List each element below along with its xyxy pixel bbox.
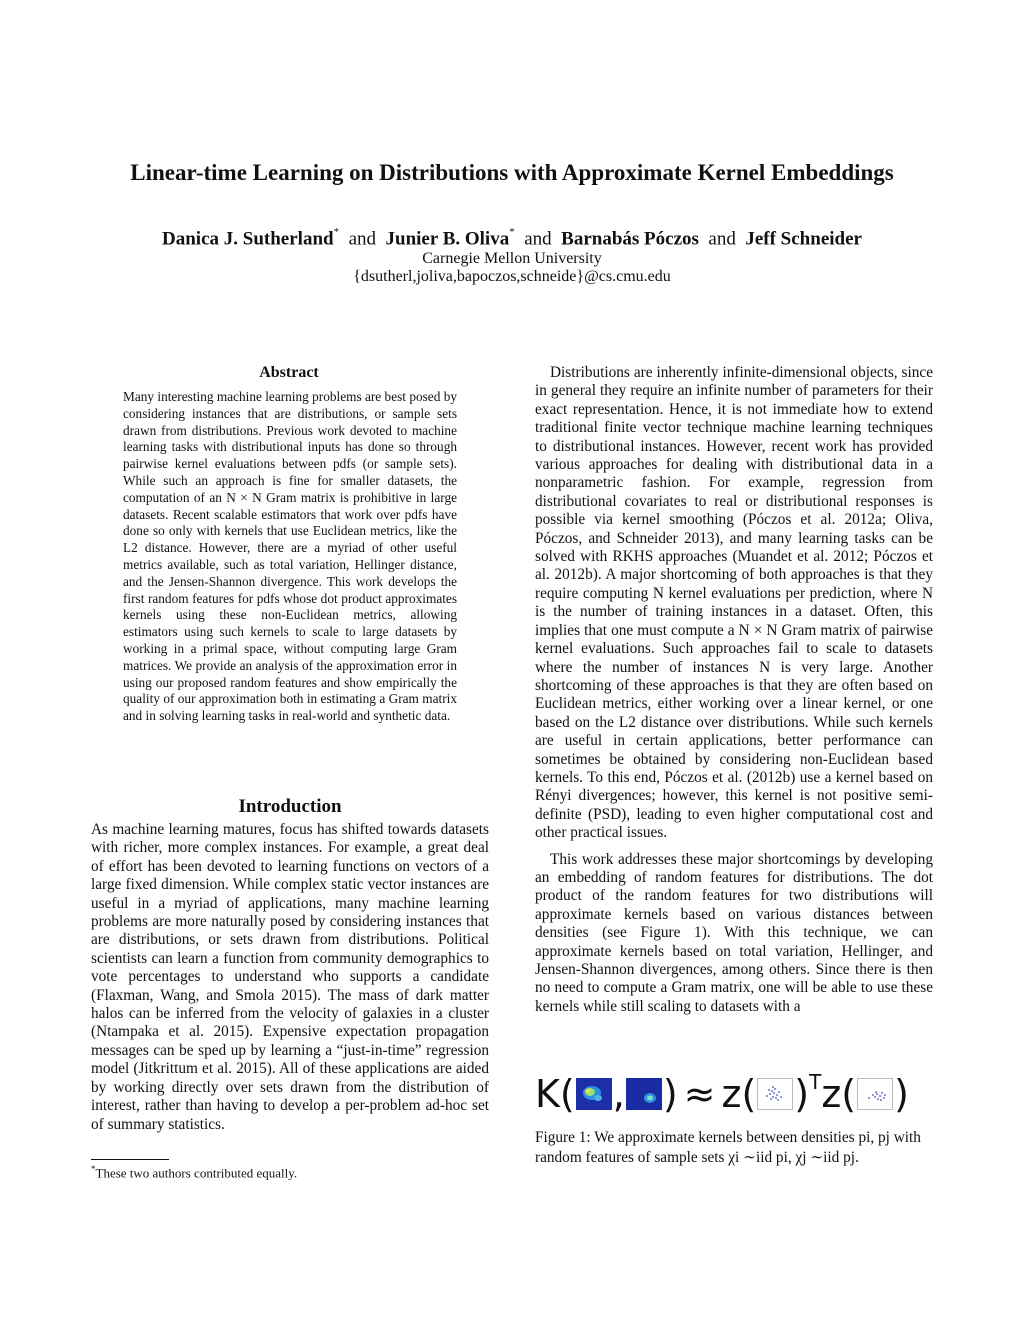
footnote bbox=[91, 1161, 489, 1181]
equal-contribution-mark: * bbox=[509, 226, 515, 238]
author-poczos: Barnabás Póczos bbox=[561, 228, 699, 250]
author-separator: and bbox=[348, 228, 377, 250]
footnote-divider bbox=[91, 1159, 169, 1160]
author-separator: and bbox=[524, 228, 552, 250]
author-separator: and bbox=[708, 228, 736, 250]
close-paren: ) bbox=[662, 1072, 678, 1116]
density-heatmap-thumbnail bbox=[576, 1078, 612, 1110]
transpose-mark: T bbox=[809, 1070, 822, 1094]
sample-scatter-thumbnail bbox=[757, 1078, 793, 1110]
author-schneider: Jeff Schneider bbox=[745, 228, 862, 250]
footnote-mark: * bbox=[91, 1164, 96, 1174]
author-line bbox=[0, 228, 1024, 250]
right-column bbox=[535, 364, 933, 1016]
kernel-approximation-formula bbox=[535, 1066, 933, 1122]
introduction-body: As machine learning matures, focus has shifted towards datasets with richer, more complex instances. For example, a great deal of effort has been devoted to learning functions on vectors of a large fixed dimension. While complex static vector instances are useful in a myriad of applications, many machine learning problems are more naturally posed by considering instances that are distributions, or sets drawn from distributions. Political scientists can learn a function from community demographics to vote percentages to understand who supports a candidate (Flaxman, Wang, and Smola 2015). The mass of dark matter halos can be inferred from the velocity of galaxies in a cluster (Ntampaka et al. 2015). Expensive expectation propagation messages can be sped up by learning a “just-in-time” regression model (Jitkrittum et al. 2015). All of these applications are aided by working directly over sets drawn from the distribution of interest, rather than having to develop a per-problem ad-hoc set of summary statistics. bbox=[91, 821, 489, 1133]
sample-scatter-thumbnail bbox=[857, 1078, 893, 1110]
author-oliva: Junier B. Oliva bbox=[385, 228, 510, 250]
density-heatmap-thumbnail bbox=[626, 1078, 662, 1110]
comma: , bbox=[612, 1072, 625, 1116]
author-sutherland: Danica J. Sutherland bbox=[162, 228, 334, 250]
footnote-text: These two authors contributed equally. bbox=[95, 1165, 298, 1181]
paragraph: This work addresses these major shortcomings by developing an embedding of random features for distributions. The dot product of the random features for two distributions will approximate kernels based on various distances between densities (see Figure 1). With this technique, we can approximate kernels based on total variation, Hellinger, and Jensen-Shannon divergences, among others. Since there is then no need to compute a Gram matrix, one will be able to use these kernels while still scaling to datasets with a bbox=[535, 850, 933, 1015]
paper-title: Linear-time Learning on Distributions with Approximate Kernel Embeddings bbox=[130, 160, 894, 185]
affiliation-block bbox=[0, 250, 1024, 286]
paragraph: Distributions are inherently infinite-dimensional objects, since in general they require an infinite number of parameters for their exact representation. Hence, it is not immediate how to extend traditional finite vector technique machine learning techniques to distributional instances. However, recent work has provided various approaches for dealing with distributional data in a nonparametric fashion. For example, regression from distributional covariates to real or distributional responses is possible via kernel smoothing (Póczos et al. 2012a; Oliva, Póczos, and Schneider 2013), and many learning tasks can be solved with RKHS approaches (Muandet et al. 2012; Póczos et al. 2012b). A major shortcoming of both approaches is that they require computing N kernel evaluations per prediction, where N is the number of training instances in a dataset. Often, this implies that one must compute a N × N Gram matrix of pairwise kernel evaluations. Such approaches fail to scale to datasets where the number of instances N is very large. Another shortcoming of these approaches is that they are often based on Euclidean metrics, either working over a linear kernel, or one based on the L2 distance over distributions. While such kernels are useful in certain applications, better performance can sometimes be obtained by considering non-Euclidean based kernels. To this end, Póczos et al. (2012b) use a kernel based on Rényi divergences; however, this kernel is not positive semi-definite (PSD), leading to even higher computational cost and other practical issues. bbox=[535, 364, 933, 842]
figure-1 bbox=[535, 1066, 933, 1130]
abstract-body: Many interesting machine learning problems are best posed by considering instances that are distributions, or sample sets drawn from distributions. Previous work devoted to machine learning tasks with distributional inputs has done so through pairwise kernel evaluations between pdfs (or sample sets). While such an approach is fine for smaller datasets, the computation of an N × N Gram matrix is prohibitive in large datasets. Recent scalable estimators that work over pdfs have done so only with kernels that use Euclidean metrics, like the L2 distance. However, there are a myriad of other useful metrics available, such as total variation, Hellinger distance, and the Jensen-Shannon divergence. This work develops the first random features for pdfs whose dot product approximates kernels using these non-Euclidean metrics, allowing estimators using such kernels to scale to large datasets by working in a primal space, without computing large Gram matrices. We provide an analysis of the approximation error in using our proposed random features and show empirically the quality of our approximation both in estimating a Gram matrix and in solving learning tasks in real-world and synthetic data. bbox=[123, 389, 457, 724]
abstract-heading: Abstract bbox=[259, 364, 319, 381]
figure-caption: Figure 1: We approximate kernels between densities pi, pj with random features of sample sets χi ∼iid pi, χj ∼iid pj. bbox=[535, 1129, 921, 1166]
kernel-symbol: K( bbox=[535, 1072, 575, 1116]
affiliation: Carnegie Mellon University bbox=[422, 250, 602, 267]
author-emails: {dsutherl,joliva,bapoczos,schneide}@cs.cmu.edu bbox=[353, 268, 671, 285]
approx-symbol: ≈ bbox=[683, 1072, 716, 1116]
feature-map-symbol: z( bbox=[821, 1072, 857, 1116]
introduction-heading: Introduction bbox=[238, 796, 342, 817]
close-paren: ) bbox=[894, 1072, 909, 1116]
close-paren: ) bbox=[794, 1072, 810, 1116]
equal-contribution-mark: * bbox=[333, 226, 340, 238]
feature-map-symbol: z( bbox=[721, 1072, 757, 1116]
